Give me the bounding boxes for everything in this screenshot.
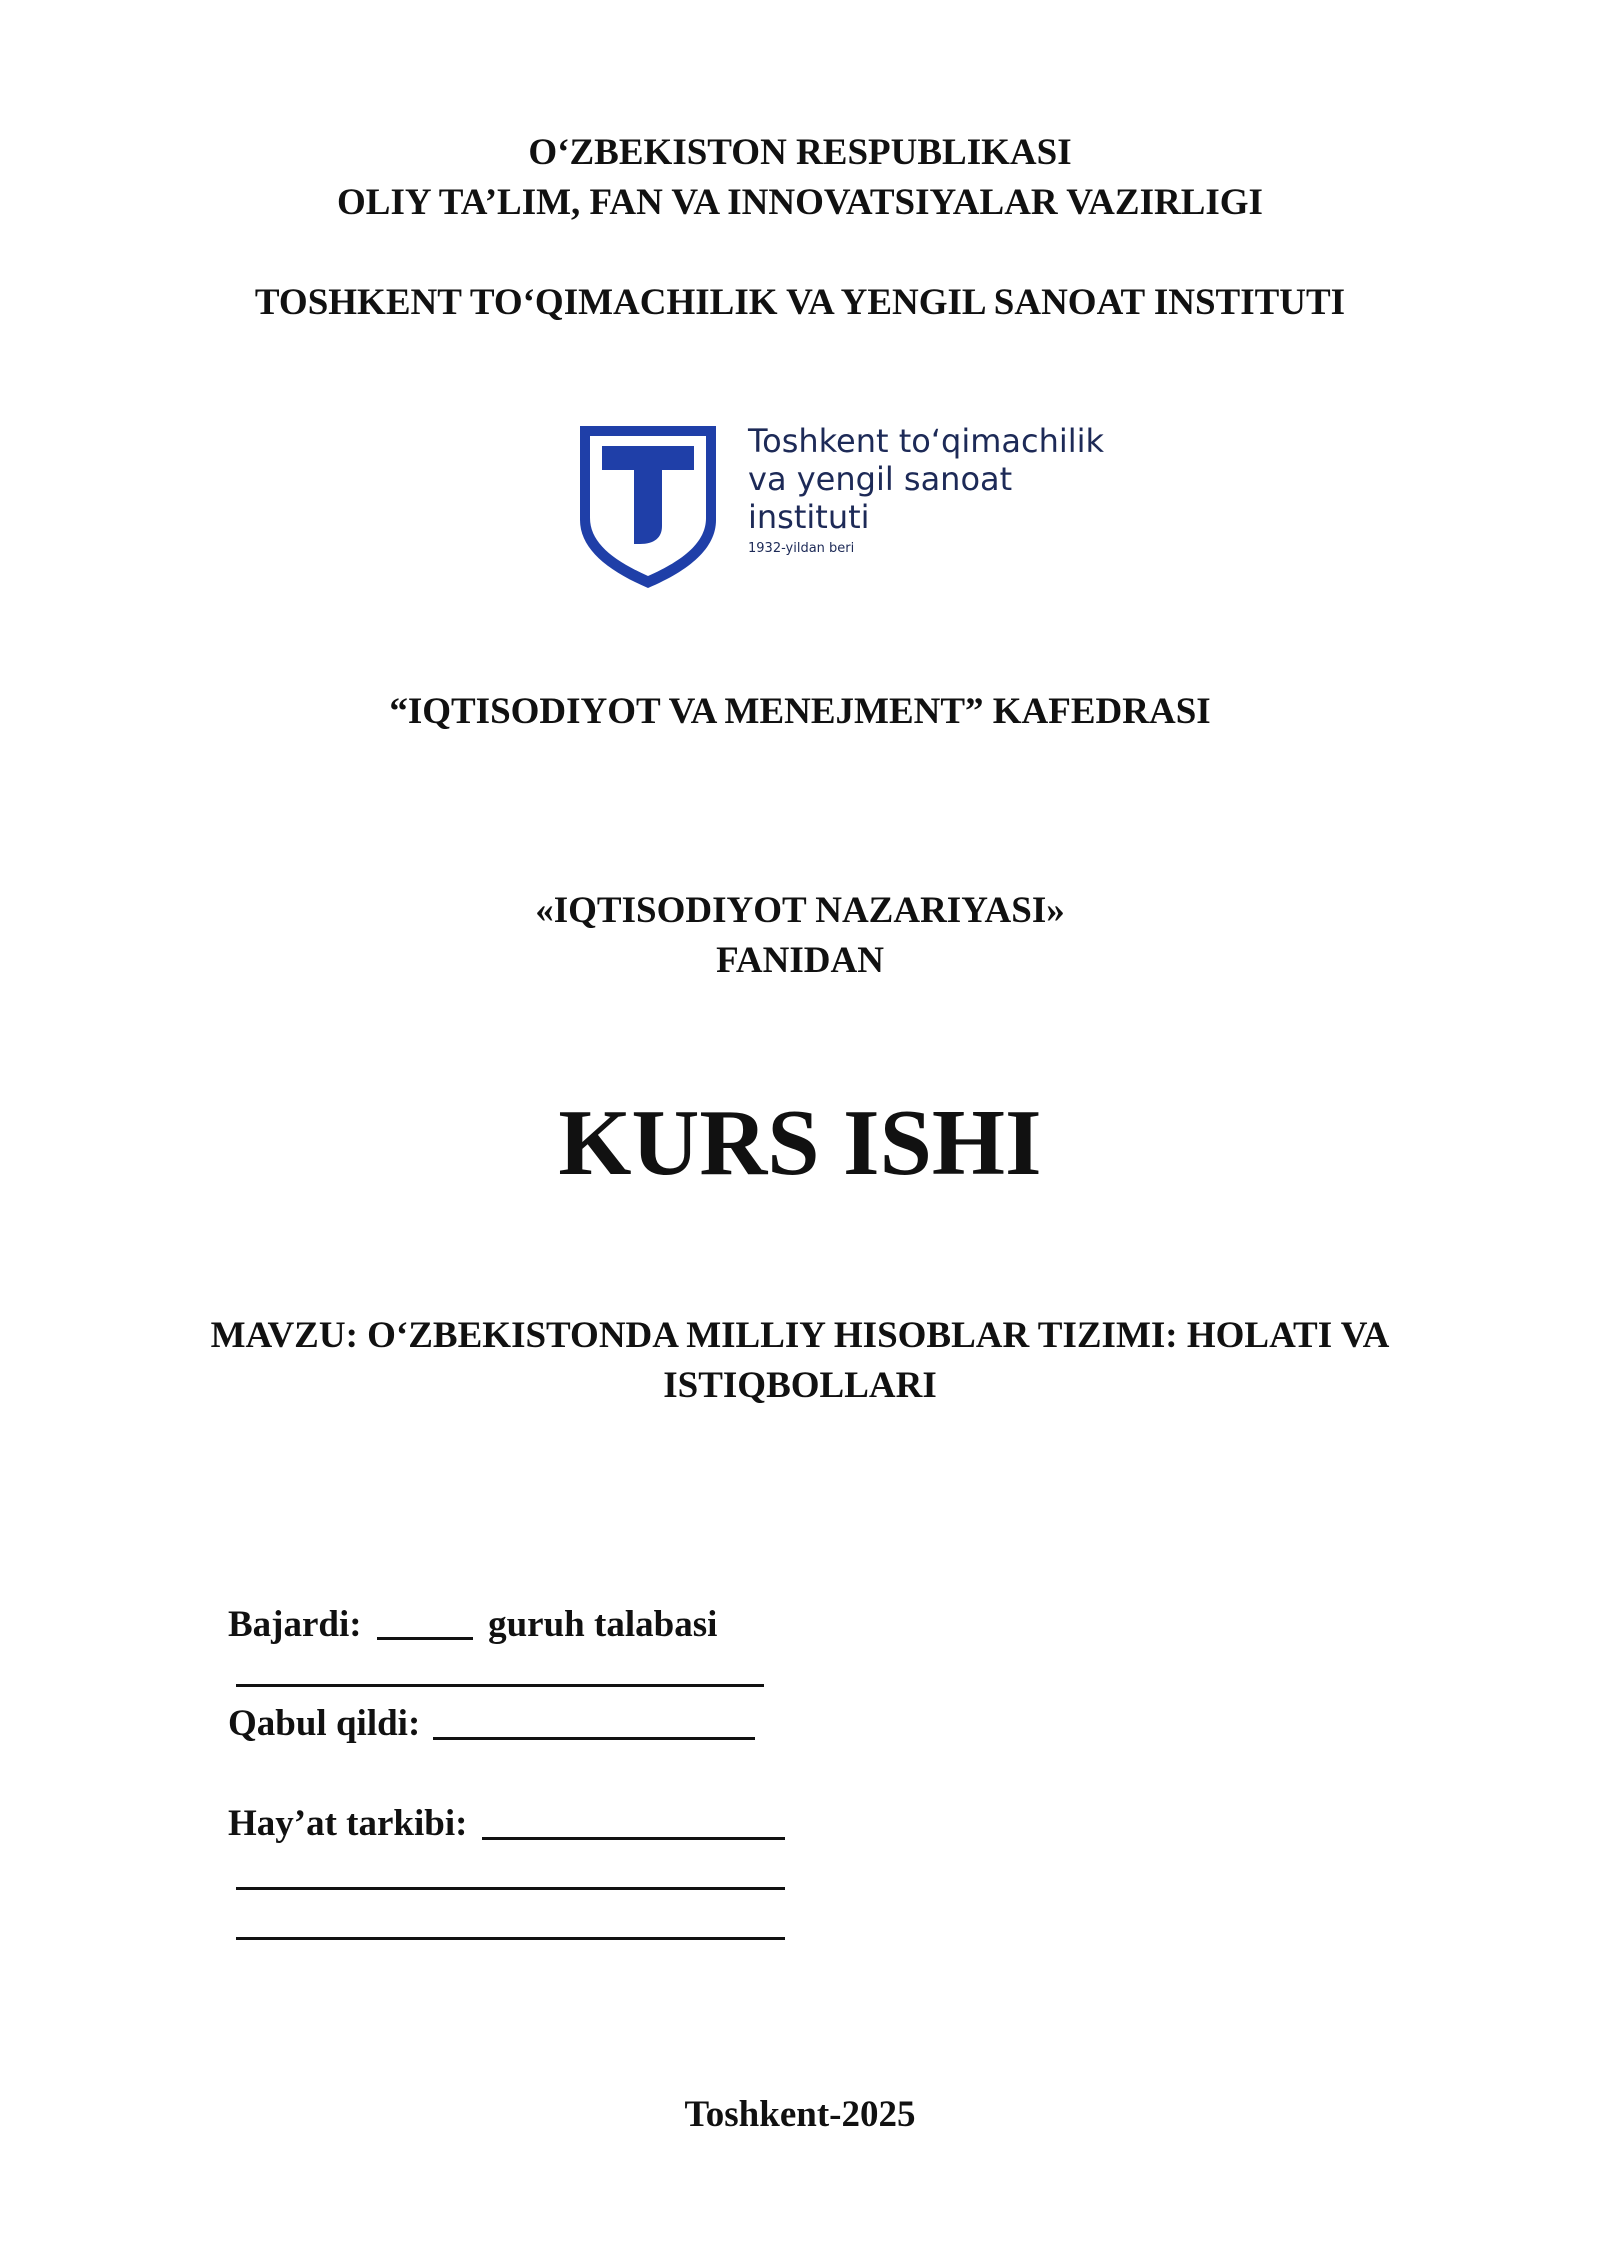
performed-by-label: Bajardi: (228, 1604, 362, 1645)
logo-text-line1: Toshkent to‘qimachilik (748, 422, 1105, 460)
commission-blank-2 (236, 1887, 785, 1890)
logo-since-text: 1932-yildan beri (748, 541, 855, 556)
logo-text-line2: va yengil sanoat (748, 460, 1013, 498)
institute-logo (578, 422, 1138, 592)
accepted-by-blank (433, 1737, 755, 1740)
logo-text-line3: instituti (748, 498, 870, 536)
institute-shield-t-icon (578, 422, 718, 592)
accepted-by-row (228, 1699, 420, 1749)
subject-suffix: FANIDAN (716, 940, 884, 981)
logo-text (748, 422, 1104, 560)
subject-name: «IQTISODIYOT NAZARIYASI» (535, 890, 1065, 931)
document-title: KURS ISHI (558, 1091, 1042, 1195)
commission-blank-3 (236, 1937, 785, 1940)
footer-city-year: Toshkent-2025 (684, 2094, 916, 2135)
country-name: O‘ZBEKISTON RESPUBLIKASI (528, 132, 1072, 173)
student-name-blank (236, 1684, 764, 1687)
accepted-by-label: Qabul qildi: (228, 1703, 421, 1744)
ministry-name: OLIY TA’LIM, FAN VA INNOVATSIYALAR VAZIRLIGI (337, 182, 1263, 223)
topic-line2: ISTIQBOLLARI (663, 1365, 937, 1406)
department-name: “IQTISODIYOT VA MENEJMENT” KAFEDRASI (389, 691, 1211, 732)
commission-blank-1 (482, 1837, 785, 1840)
performed-by-suffix: guruh talabasi (488, 1604, 718, 1645)
commission-row (228, 1799, 467, 1849)
topic-line1: MAVZU: O‘ZBEKISTONDA MILLIY HISOBLAR TIZIMI: HOLATI VA (210, 1315, 1390, 1356)
institute-name: TOSHKENT TO‘QIMACHILIK VA YENGIL SANOAT INSTITUTI (254, 282, 1346, 323)
performed-by-row (228, 1600, 717, 1650)
group-number-blank (377, 1637, 473, 1640)
commission-label: Hay’at tarkibi: (228, 1803, 468, 1844)
